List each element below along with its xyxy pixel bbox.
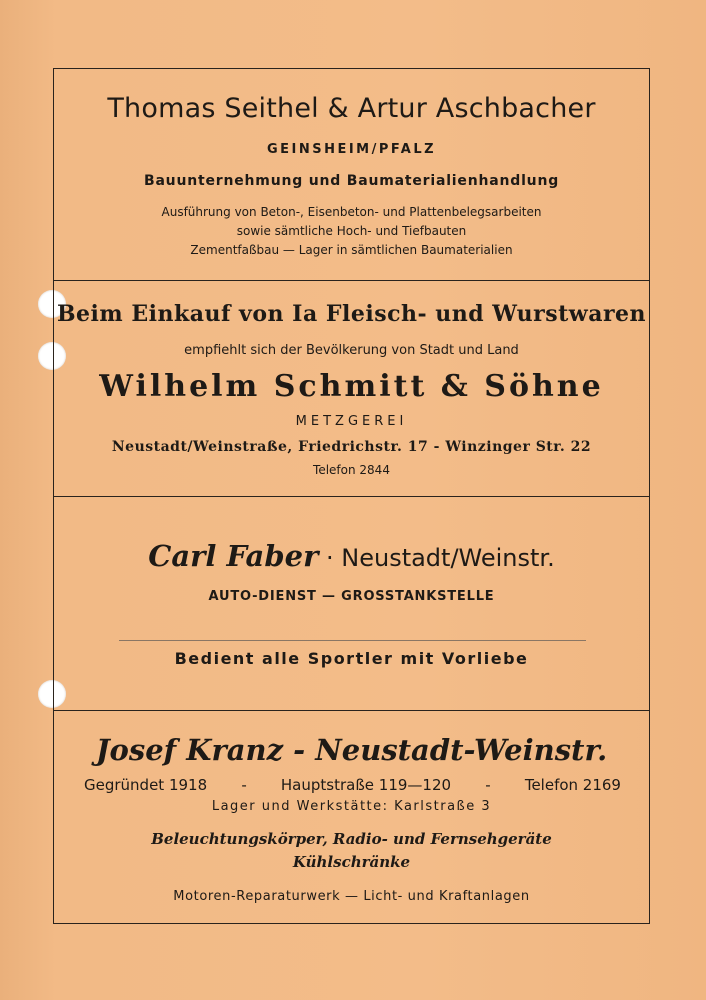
ad-carl-faber bbox=[54, 497, 649, 711]
ad4-founded: Gegründet 1918 bbox=[84, 776, 208, 794]
ad3-company-name: Carl Faber bbox=[148, 539, 319, 573]
ad4-street: Hauptstraße 119—120 bbox=[280, 776, 452, 794]
ad2-address: Neustadt/Weinstraße, Friedrichstr. 17 - Winzinger Str. 22 bbox=[111, 439, 592, 455]
ad1-detail: Ausführung von Beton-, Eisenbeton- und Plattenbelegsarbeiten bbox=[161, 205, 542, 219]
advertisement-page bbox=[53, 68, 650, 924]
ad3-services: AUTO-DIENST — GROSSTANKSTELLE bbox=[208, 589, 495, 604]
ad4-separator: - bbox=[241, 776, 247, 794]
ad3-heading bbox=[54, 539, 649, 573]
ad4-separator: - bbox=[485, 776, 491, 794]
ad3-slogan: Bedient alle Sportler mit Vorliebe bbox=[174, 649, 529, 668]
ad1-detail: Zementfaßbau — Lager in sämtlichen Baumaterialien bbox=[190, 243, 513, 257]
ad1-detail: sowie sämtliche Hoch- und Tiefbauten bbox=[236, 224, 467, 238]
ad4-products: Kühlschränke bbox=[292, 853, 411, 871]
ad-josef-kranz bbox=[54, 711, 649, 925]
ad-seithel-aschbacher bbox=[54, 69, 649, 281]
divider bbox=[119, 640, 586, 641]
ad2-trade: METZGEREI bbox=[295, 414, 408, 429]
ad4-footer: Motoren-Reparaturwerk — Licht- und Kraftanlagen bbox=[173, 889, 530, 904]
ad3-location: · Neustadt/Weinstr. bbox=[326, 544, 555, 572]
ad1-title: Thomas Seithel & Artur Aschbacher bbox=[107, 93, 596, 124]
ad4-phone: Telefon 2169 bbox=[524, 776, 621, 794]
ad2-headline: Beim Einkauf von Ia Fleisch- und Wurstwaren bbox=[56, 301, 647, 327]
ad4-products: Beleuchtungskörper, Radio- und Fernsehgeräte bbox=[151, 830, 552, 848]
ad2-recommendation: empfiehlt sich der Bevölkerung von Stadt und Land bbox=[184, 343, 519, 358]
ad4-info-row bbox=[84, 776, 621, 794]
ad2-company-name: Wilhelm Schmitt & Söhne bbox=[99, 369, 604, 404]
ad1-trade: Bauunternehmung und Baumaterialienhandlung bbox=[143, 173, 560, 189]
ad2-phone: Telefon 2844 bbox=[313, 463, 390, 477]
ad4-storage: Lager und Werkstätte: Karlstraße 3 bbox=[211, 799, 492, 814]
ad1-city: GEINSHEIM/PFALZ bbox=[266, 142, 437, 157]
ad4-headline: Josef Kranz - Neustadt-Weinstr. bbox=[95, 733, 608, 767]
ad-wilhelm-schmitt bbox=[54, 281, 649, 497]
